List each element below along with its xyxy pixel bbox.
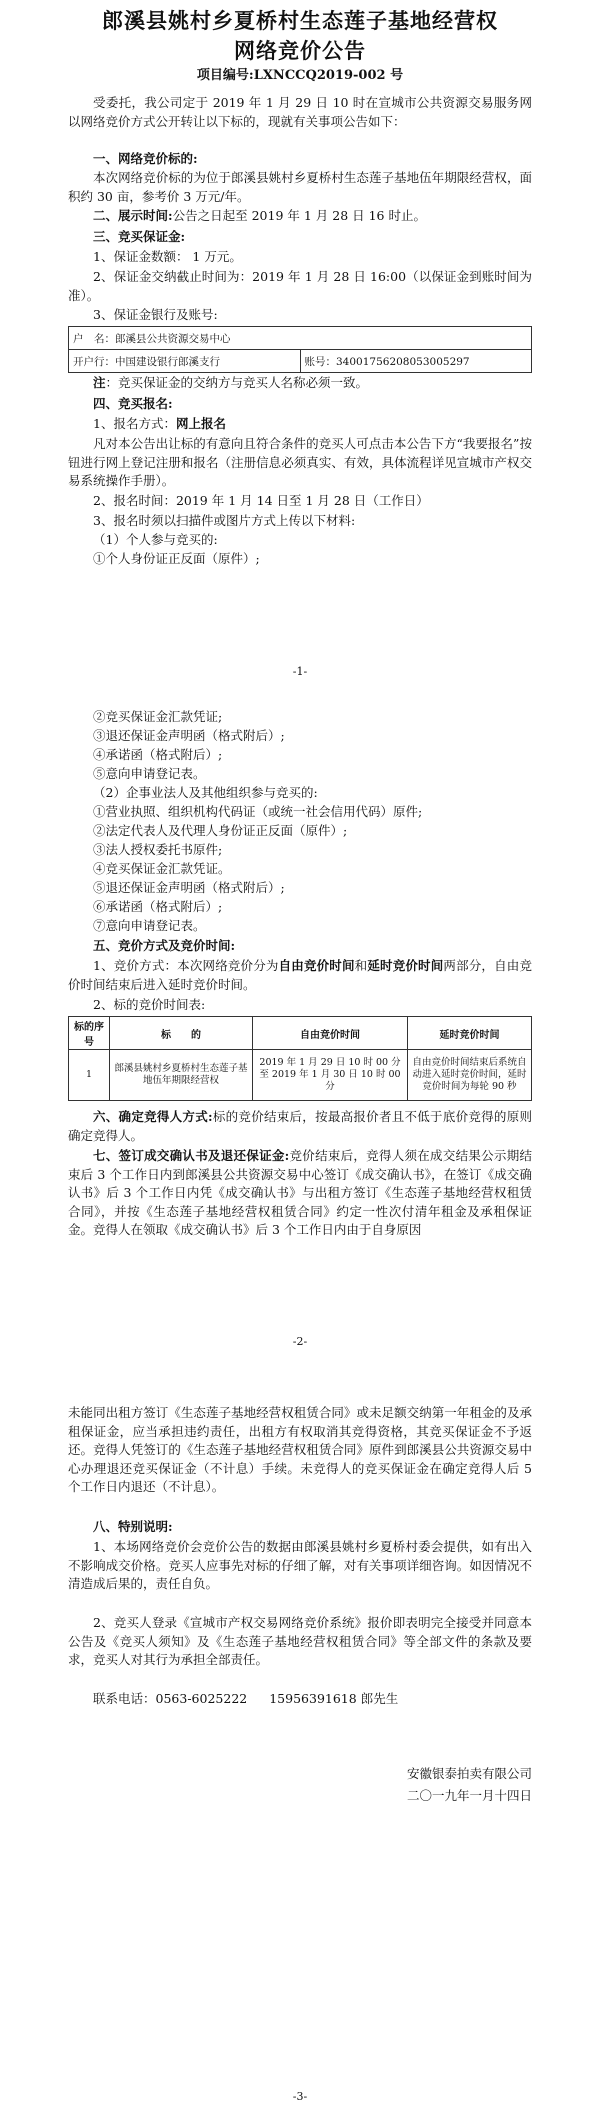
deposit-deadline: 2、保证金交纳截止时间为：2019 年 1 月 28 日 16:00（以保证金到账时间为准）。: [68, 269, 532, 303]
bidding-method-text: 两部分，自由竞价时间结束后进入延时竞价时间。: [68, 958, 532, 992]
col-header-delay-time: 延时竞价时间: [408, 1017, 532, 1050]
registration-method-label: 1、报名方式：: [93, 416, 176, 431]
section-4-heading: 四、竞买报名:: [93, 396, 173, 411]
registration-materials: 3、报名时须以扫描件或图片方式上传以下材料:: [93, 513, 356, 528]
enterprise-material-item: ②法定代表人及代理人身份证正反面（原件）;: [93, 823, 348, 838]
enterprise-material-item: ④竞买保证金汇款凭证。: [93, 861, 231, 876]
cell-lot-no: 1: [69, 1050, 110, 1101]
account-holder-cell: 户 名：郎溪县公共资源交易中心: [69, 327, 532, 350]
individual-materials-heading: （1）个人参与竞买的:: [93, 532, 218, 547]
document-page-2: [0, 690, 600, 1390]
signature-company: 安徽银泰拍卖有限公司: [406, 1766, 532, 1781]
bidding-schedule-heading: 2、标的竞价时间表:: [93, 997, 206, 1012]
document-page-3: [0, 1390, 600, 2109]
free-bidding-term: 自由竞价时间: [278, 958, 355, 973]
col-header-free-time: 自由竞价时间: [253, 1017, 408, 1050]
registration-method-body: 凡对本公告出让标的有意向且符合条件的竞买人可点击本公告下方“我要报名”按钮进行网上登记注册和报名（注册信息必须真实、有效，具体流程详见宣城市产权交易系统操作手册）。: [68, 436, 532, 488]
document-title-line-1: 郎溪县姚村乡夏桥村生态莲子基地经营权: [102, 8, 498, 33]
contact-line: [68, 1690, 532, 1709]
col-header-lot: 标 的: [110, 1017, 253, 1050]
section-7-heading: 七、签订成交确认书及退还保证金:: [93, 1148, 290, 1163]
enterprise-material-item: ①营业执照、组织机构代码证（或统一社会信用代码）原件;: [93, 804, 423, 819]
bank-account-table: [68, 326, 532, 373]
section-1-body: 本次网络竞价标的为位于郎溪县姚村乡夏桥村生态莲子基地伍年期限经营权，面积约 30 亩，参考价 3 万元/年。: [68, 170, 532, 204]
enterprise-material-item: ⑥承诺函（格式附后）;: [93, 899, 223, 914]
section-1-heading: 一、网络竞价标的:: [93, 151, 198, 166]
page-number: -2-: [292, 1335, 308, 1348]
enterprise-material-item: ⑦意向申请登记表。: [93, 918, 206, 933]
individual-material-item: ③退还保证金声明函（格式附后）;: [93, 728, 285, 743]
individual-material-item: ②竞买保证金汇款凭证;: [93, 709, 223, 724]
deposit-bank-heading: 3、保证金银行及账号:: [93, 307, 218, 322]
section-6-heading: 六、确定竞得人方式:: [93, 1109, 213, 1124]
cell-delay-time: 自由竞价时间结束后系统自动进入延时竞价时间，延时竞价时间为每轮 90 秒: [408, 1050, 532, 1101]
enterprise-materials-heading: （2）企事业法人及其他组织参与竞买的:: [93, 785, 318, 800]
registration-time: 2、报名时间：2019 年 1 月 14 日至 1 月 28 日（工作日）: [93, 493, 429, 508]
document-page-1: [0, 0, 600, 690]
deposit-note-label: 注: [93, 375, 106, 390]
individual-material-item: ①个人身份证正反面（原件）;: [93, 551, 260, 566]
section-3-heading: 三、竞买保证金:: [93, 229, 186, 244]
delay-bidding-term: 延时竞价时间: [367, 958, 444, 973]
bank-name-cell: 开户行：中国建设银行郎溪支行: [69, 350, 301, 373]
section-7-body: 竞价结束后，竞得人须在成交结果公示期结束后 3 个工作日内到郎溪县公共资源交易中心签订《成交确认书》，在签订《成交确认书》后 3 个工作日内凭《成交确认书》与出租方签订《生态莲子基地经营权租赁合同》，并按《生态莲子基地经营权租赁合同》约定一性次付清年租金及承租保证金。竞得人在领取《成交确认书》后 3 个工作日内由于自身原因: [68, 1148, 532, 1237]
bidding-schedule-table: [68, 1016, 532, 1101]
intro-paragraph: 受委托，我公司定于 2019 年 1 月 29 日 10 时在宣城市公共资源交易服务网以网络竞价方式公开转让以下标的，现就有关事项公告如下：: [68, 95, 532, 129]
project-number: 项目编号:LXNCCQ2019-002 号: [196, 68, 404, 83]
bidding-method: [68, 957, 532, 994]
enterprise-material-item: ③法人授权委托书原件;: [93, 842, 223, 857]
document-title-line-2: 网络竞价公告: [234, 38, 366, 63]
contact-label: 联系电话：: [93, 1691, 156, 1706]
section-6: [68, 1108, 532, 1145]
deposit-amount: 1、保证金数额： 1 万元。: [93, 249, 242, 264]
table-row: [69, 1050, 532, 1101]
section-7-body-continued: 未能同出租方签订《生态莲子基地经营权租赁合同》或未足额交纳第一年租金的及承租保证金，应当承担违约责任，出租方有权取消其竞得资格，其竞买保证金不予返还。竞得人凭签订的《生态莲子基地经营权租赁合同》原件到郎溪县公共资源交易中心办理退还竞买保证金（不计息）手续。未竞得人的竞买保证金在确定竞得人后 5 个工作日内退还（不计息）。: [68, 1405, 532, 1494]
deposit-note-text: ：竞买保证金的交纳方与竞买人名称必须一致。: [105, 375, 369, 390]
col-header-lot-no: 标的序号: [69, 1017, 110, 1050]
section-7: [68, 1147, 532, 1240]
special-note-2: 2、竞买人登录《宣城市产权交易网络竞价系统》报价即表明完全接受并同意本公告及《竞买人须知》及《生态莲子基地经营权租赁合同》等全部文件的条款及要求，竞买人对其行为承担全部责任。: [68, 1615, 532, 1667]
individual-material-item: ⑤意向申请登记表。: [93, 766, 206, 781]
section-6-body: 标的竞价结束后，按最高报价者且不低于底价竞得的原则确定竞得人。: [68, 1109, 532, 1143]
signature-block: [407, 1763, 532, 1807]
bidding-method-text: 和: [354, 958, 368, 973]
page-number: -1-: [292, 665, 308, 678]
cell-free-time: 2019 年 1 月 29 日 10 时 00 分至 2019 年 1 月 30 日 10 时 00 分: [253, 1050, 408, 1101]
contact-phone-1: 0563-6025222: [155, 1691, 248, 1706]
contact-phone-2: 15956391618 郎先生: [269, 1691, 399, 1706]
bidding-method-text: 1、竞价方式：本次网络竞价分为: [93, 958, 279, 973]
section-2-line: [68, 207, 532, 226]
account-number-cell: 账号：34001756208053005297: [300, 350, 532, 373]
deposit-note: [68, 374, 532, 393]
section-5-heading: 五、竞价方式及竞价时间:: [93, 938, 236, 953]
section-2-body: 公告之日起至 2019 年 1 月 28 日 16 时止。: [172, 208, 426, 223]
special-note-1: 1、本场网络竞价会竞价公告的数据由郎溪县姚村乡夏桥村委会提供，如有出入不影响成交价格。竞买人应事先对标的仔细了解，对有关事项详细咨询。如因情况不清造成后果的，责任自负。: [68, 1539, 532, 1591]
registration-method-value: 网上报名: [175, 416, 226, 431]
individual-material-item: ④承诺函（格式附后）;: [93, 747, 223, 762]
section-8-heading: 八、特别说明:: [93, 1519, 173, 1534]
page-number: -3-: [292, 2090, 308, 2103]
registration-method: [68, 415, 532, 434]
enterprise-material-item: ⑤退还保证金声明函（格式附后）;: [93, 880, 285, 895]
cell-lot-name: 郎溪县姚村乡夏桥村生态莲子基地伍年期限经营权: [110, 1050, 253, 1101]
signature-date: 二〇一九年一月十四日: [406, 1788, 532, 1803]
section-2-heading: 二、展示时间:: [93, 208, 173, 223]
